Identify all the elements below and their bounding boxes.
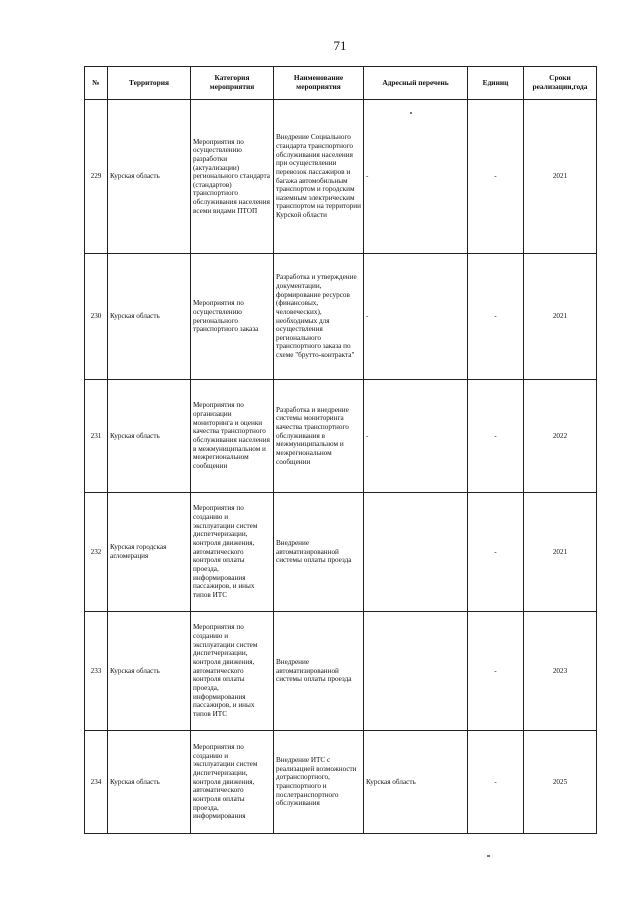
- cell-category: Мероприятия по созданию и эксплуатации систем диспетчеризации, контроля движения, автоматического контроля оплаты проезда, информирования пассажиров, и иных типов ИТС: [191, 612, 274, 731]
- cell-address: [364, 493, 468, 612]
- cell-name: Внедрение ИТС с реализацией возможности дотранспортного, транспортного и послетранспортного обслуживания: [274, 731, 364, 834]
- header-deadline: Сроки реализации,года: [524, 67, 597, 100]
- scan-speck: [410, 112, 412, 114]
- cell-num: 229: [85, 100, 108, 254]
- cell-year: 2025: [524, 731, 597, 834]
- table-row: [85, 100, 597, 254]
- cell-territory: Курская область: [108, 100, 191, 254]
- table-row: [85, 380, 597, 493]
- table-row: [85, 254, 597, 380]
- cell-category: Мероприятия по созданию и эксплуатации систем диспетчеризации, контроля движения, автоматического контроля оплаты проезда, информирования: [191, 731, 274, 834]
- cell-year: 2021: [524, 254, 597, 380]
- scan-speck: [487, 855, 490, 857]
- cell-unit: -: [468, 254, 524, 380]
- cell-category: Мероприятия по осуществлению регионального транспортного заказа: [191, 254, 274, 380]
- cell-address: Курская область: [364, 731, 468, 834]
- cell-year: 2021: [524, 493, 597, 612]
- header-category: Категория мероприятия: [191, 67, 274, 100]
- cell-address: -: [364, 254, 468, 380]
- cell-name: Внедрение автоматизированной системы оплаты проезда: [274, 612, 364, 731]
- cell-territory: Курская область: [108, 612, 191, 731]
- cell-territory: Курская область: [108, 380, 191, 493]
- cell-unit: -: [468, 493, 524, 612]
- cell-unit: -: [468, 380, 524, 493]
- cell-year: 2021: [524, 100, 597, 254]
- header-territory: Территория: [108, 67, 191, 100]
- cell-address: -: [364, 380, 468, 493]
- cell-num: 230: [85, 254, 108, 380]
- cell-territory: Курская городская агломерация: [108, 493, 191, 612]
- table-row: [85, 731, 597, 834]
- cell-name: Разработка и внедрение системы мониторинга качества транспортного обслуживания в межмуниципальном и межрегиональном сообщении: [274, 380, 364, 493]
- table-row: [85, 612, 597, 731]
- cell-address: [364, 612, 468, 731]
- cell-address: -: [364, 100, 468, 254]
- cell-num: 233: [85, 612, 108, 731]
- header-address: Адресный перечень: [364, 67, 468, 100]
- cell-category: Мероприятия по организации мониторинга и оценки качества транспортного обслуживания населения в межмуниципальном и межрегиональном сообщении: [191, 380, 274, 493]
- header-num: №: [85, 67, 108, 100]
- cell-num: 234: [85, 731, 108, 834]
- measures-table: [84, 66, 597, 834]
- cell-num: 232: [85, 493, 108, 612]
- cell-year: 2023: [524, 612, 597, 731]
- table-row: [85, 493, 597, 612]
- cell-category: Мероприятия по осуществлению разработки (актуализации) регионального стандарта (стандартов) транспортного обслуживания населения всеми видами ПТОП: [191, 100, 274, 254]
- page-number: 71: [333, 38, 347, 53]
- cell-category: Мероприятия по созданию и эксплуатации систем диспетчеризации, контроля движения, автоматического контроля оплаты проезда, информирования пассажиров, и иных типов ИТС: [191, 493, 274, 612]
- cell-unit: -: [468, 612, 524, 731]
- cell-name: Разработка и утверждение документации, формирование ресурсов (финансовых, человеческих), необходимых для осуществления регионального транспортного заказа по схеме "брутто-контракта": [274, 254, 364, 380]
- cell-territory: Курская область: [108, 731, 191, 834]
- table-header-row: [85, 67, 597, 100]
- cell-year: 2022: [524, 380, 597, 493]
- header-unit: Единиц: [468, 67, 524, 100]
- header-name: Наименование мероприятия: [274, 67, 364, 100]
- cell-unit: -: [468, 731, 524, 834]
- cell-unit: -: [468, 100, 524, 254]
- cell-name: Внедрение автоматизированной системы оплаты проезда: [274, 493, 364, 612]
- cell-territory: Курская область: [108, 254, 191, 380]
- cell-num: 231: [85, 380, 108, 493]
- cell-name: Внедрение Социального стандарта транспортного обслуживания населения при осуществлении перевозок пассажиров и багажа автомобильным транспортом и городским наземным электрическим транспортом на территории Курской области: [274, 100, 364, 254]
